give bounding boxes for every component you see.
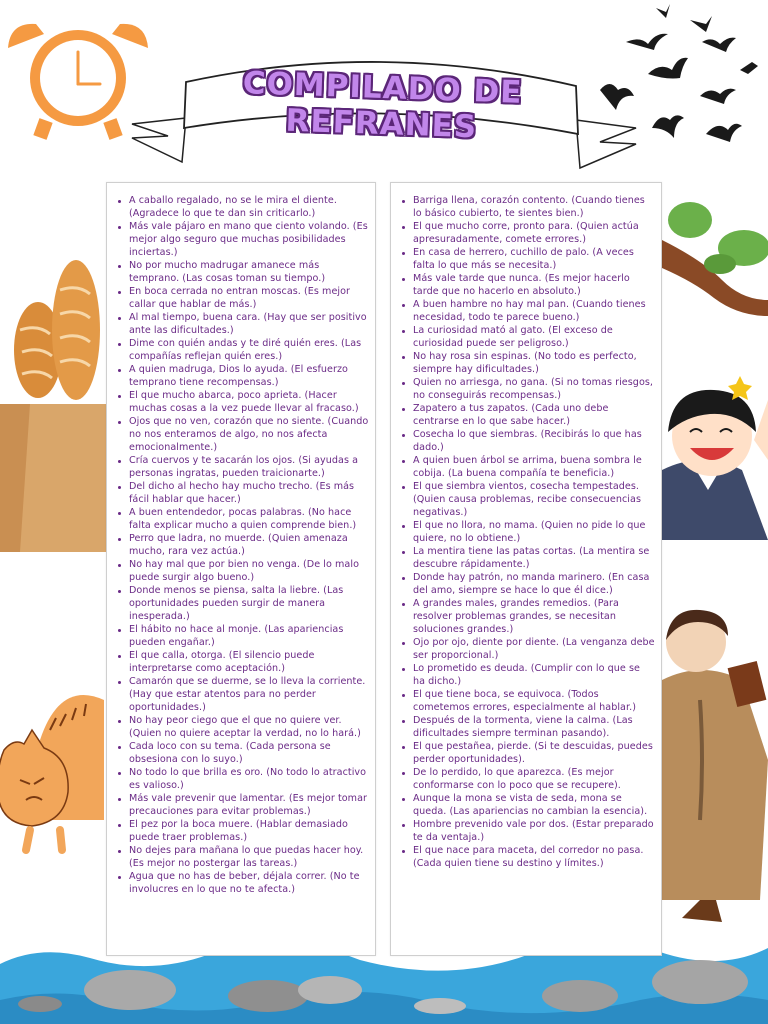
proverbs-list-left	[107, 183, 375, 896]
proverb-item: Donde hay patrón, no manda marinero. (En casa del amo, siempre se hace lo que él dice.)	[413, 572, 655, 598]
proverb-item: El que nace para maceta, del corredor no pasa. (Cada quien tiene su destino y límites.)	[413, 845, 655, 871]
proverb-item: A quien madruga, Dios lo ayuda. (El esfuerzo temprano tiene recompensas.)	[129, 364, 369, 390]
proverb-item: Al mal tiempo, buena cara. (Hay que ser positivo ante las dificultades.)	[129, 312, 369, 338]
proverb-item: El que mucho corre, pronto para. (Quien actúa apresuradamente, comete errores.)	[413, 221, 655, 247]
proverb-item: Del dicho al hecho hay mucho trecho. (Es más fácil hablar que hacer.)	[129, 481, 369, 507]
tree-branch-icon	[662, 202, 768, 316]
proverb-item: Después de la tormenta, viene la calma. (Las dificultades siempre terminan pasando).	[413, 715, 655, 741]
proverb-item: El hábito no hace al monje. (Las apariencias pueden engañar.)	[129, 624, 369, 650]
proverb-item: El pez por la boca muere. (Hablar demasiado puede traer problemas.)	[129, 819, 369, 845]
proverb-item: A buen hambre no hay mal pan. (Cuando tienes necesidad, todo te parece bueno.)	[413, 299, 655, 325]
proverb-item: A quien buen árbol se arrima, buena sombra le cobija. (La buena compañía te beneficia.)	[413, 455, 655, 481]
bread-bag-icon	[0, 260, 106, 552]
proverb-item: El que pestañea, pierde. (Si te descuidas, puedes perder oportunidades).	[413, 741, 655, 767]
happy-kid-icon	[662, 376, 768, 540]
proverb-item: Cada loco con su tema. (Cada persona se obsesiona con lo suyo.)	[129, 741, 369, 767]
proverb-item: No hay peor ciego que el que no quiere ver. (Quien no quiere aceptar la verdad, no lo hará.)	[129, 715, 369, 741]
proverb-item: En casa de herrero, cuchillo de palo. (A veces falta lo que más se necesita.)	[413, 247, 655, 273]
proverb-item: Más vale prevenir que lamentar. (Es mejor tomar precauciones para evitar problemas.)	[129, 792, 367, 817]
proverb-item: A caballo regalado, no se le mira el diente. (Agradece lo que te dan sin criticarlo.)	[129, 195, 369, 221]
proverbs-list-right	[391, 183, 661, 871]
proverb-item: Donde menos se piensa, salta la liebre. (Las oportunidades pueden surgir de manera inesperada.)	[129, 585, 369, 624]
proverb-item: El que siembra vientos, cosecha tempestades. (Quien causa problemas, recibe consecuencias negativas.)	[413, 481, 655, 520]
proverbs-column-left	[106, 182, 376, 956]
proverb-item: No dejes para mañana lo que puedas hacer hoy. (Es mejor no postergar las tareas.)	[129, 845, 369, 871]
proverb-item: Quien no arriesga, no gana. (Si no tomas riesgos, no conseguirás recompensas.)	[413, 377, 654, 401]
proverb-item: Cosecha lo que siembras. (Recibirás lo que has dado.)	[413, 429, 655, 455]
angry-cat-icon	[0, 695, 104, 850]
proverb-item: No por mucho madrugar amanece más temprano. (Las cosas toman su tiempo.)	[129, 260, 369, 286]
proverb-item: Dime con quién andas y te diré quién eres. (Las compañías reflejan quién eres.)	[129, 338, 369, 364]
birds-icon	[600, 4, 758, 142]
proverb-item: En boca cerrada no entran moscas. (Es mejor callar que hablar de más.)	[129, 286, 369, 312]
proverb-item: No hay mal que por bien no venga. (De lo malo puede surgir algo bueno.)	[129, 559, 369, 585]
proverb-item: Ojo por ojo, diente por diente. (La venganza debe ser proporcional.)	[413, 636, 655, 661]
page-title: COMPILADO DE REFRANES	[242, 65, 524, 146]
proverb-item: A grandes males, grandes remedios. (Para resolver problemas grandes, se necesitan soluciones grandes.)	[413, 598, 655, 637]
proverb-item: Perro que ladra, no muerde. (Quien amenaza mucho, rara vez actúa.)	[129, 533, 369, 559]
proverb-item: A buen entendedor, pocas palabras. (No hace falta explicar mucho a quien comprende bien.)	[129, 507, 369, 533]
proverb-item: Aunque la mona se vista de seda, mona se queda. (Las apariencias no cambian la esencia).	[413, 793, 655, 819]
monk-icon	[662, 610, 768, 922]
proverb-item: Agua que no has de beber, déjala correr. (No te involucres en lo que no te afecta.)	[129, 871, 369, 897]
proverb-item: Más vale pájaro en mano que ciento volando. (Es mejor algo seguro que muchas posibilidades inciertas.)	[129, 221, 368, 258]
proverb-item: El que no llora, no mama. (Quien no pide lo que quiere, no lo obtiene.)	[413, 520, 655, 546]
proverb-item: El que calla, otorga. (El silencio puede interpretarse como aceptación.)	[129, 650, 369, 676]
proverbs-column-right	[390, 182, 662, 956]
proverb-item: Zapatero a tus zapatos. (Cada uno debe centrarse en lo que sabe hacer.)	[413, 403, 655, 429]
proverb-item: Camarón que se duerme, se lo lleva la corriente. (Hay que estar atentos para no perder oportunidades.)	[129, 676, 369, 715]
proverb-item: Lo prometido es deuda. (Cumplir con lo que se ha dicho.)	[413, 663, 655, 689]
proverb-item: La mentira tiene las patas cortas. (La mentira se descubre rápidamente.)	[413, 546, 655, 572]
proverb-item: Cría cuervos y te sacarán los ojos. (Si ayudas a personas ingratas, pueden traicionarte.)	[129, 455, 369, 481]
proverb-item: De lo perdido, lo que aparezca. (Es mejor conformarse con lo poco que se recupere).	[413, 767, 655, 793]
proverb-item: El que tiene boca, se equivoca. (Todos cometemos errores, especialmente al hablar.)	[413, 689, 655, 715]
proverb-item: Barriga llena, corazón contento. (Cuando tienes lo básico cubierto, te sientes bien.)	[413, 195, 655, 221]
proverb-item: El que mucho abarca, poco aprieta. (Hacer muchas cosas a la vez puede llevar al fracaso.)	[129, 390, 369, 416]
proverb-item: Más vale tarde que nunca. (Es mejor hacerlo tarde que no hacerlo en absoluto.)	[413, 273, 655, 299]
proverb-item: Hombre prevenido vale por dos. (Estar preparado te da ventaja.)	[413, 818, 654, 843]
proverb-item: No todo lo que brilla es oro. (No todo lo atractivo es valioso.)	[129, 767, 369, 793]
proverb-item: La curiosidad mató al gato. (El exceso de curiosidad puede ser peligroso.)	[413, 325, 655, 351]
alarm-clock-icon	[8, 24, 148, 140]
proverb-item: Ojos que no ven, corazón que no siente. (Cuando no nos enteramos de algo, no nos afecta emocionalmente.)	[129, 415, 369, 453]
proverb-item: No hay rosa sin espinas. (No todo es perfecto, siempre hay dificultades.)	[413, 351, 655, 377]
